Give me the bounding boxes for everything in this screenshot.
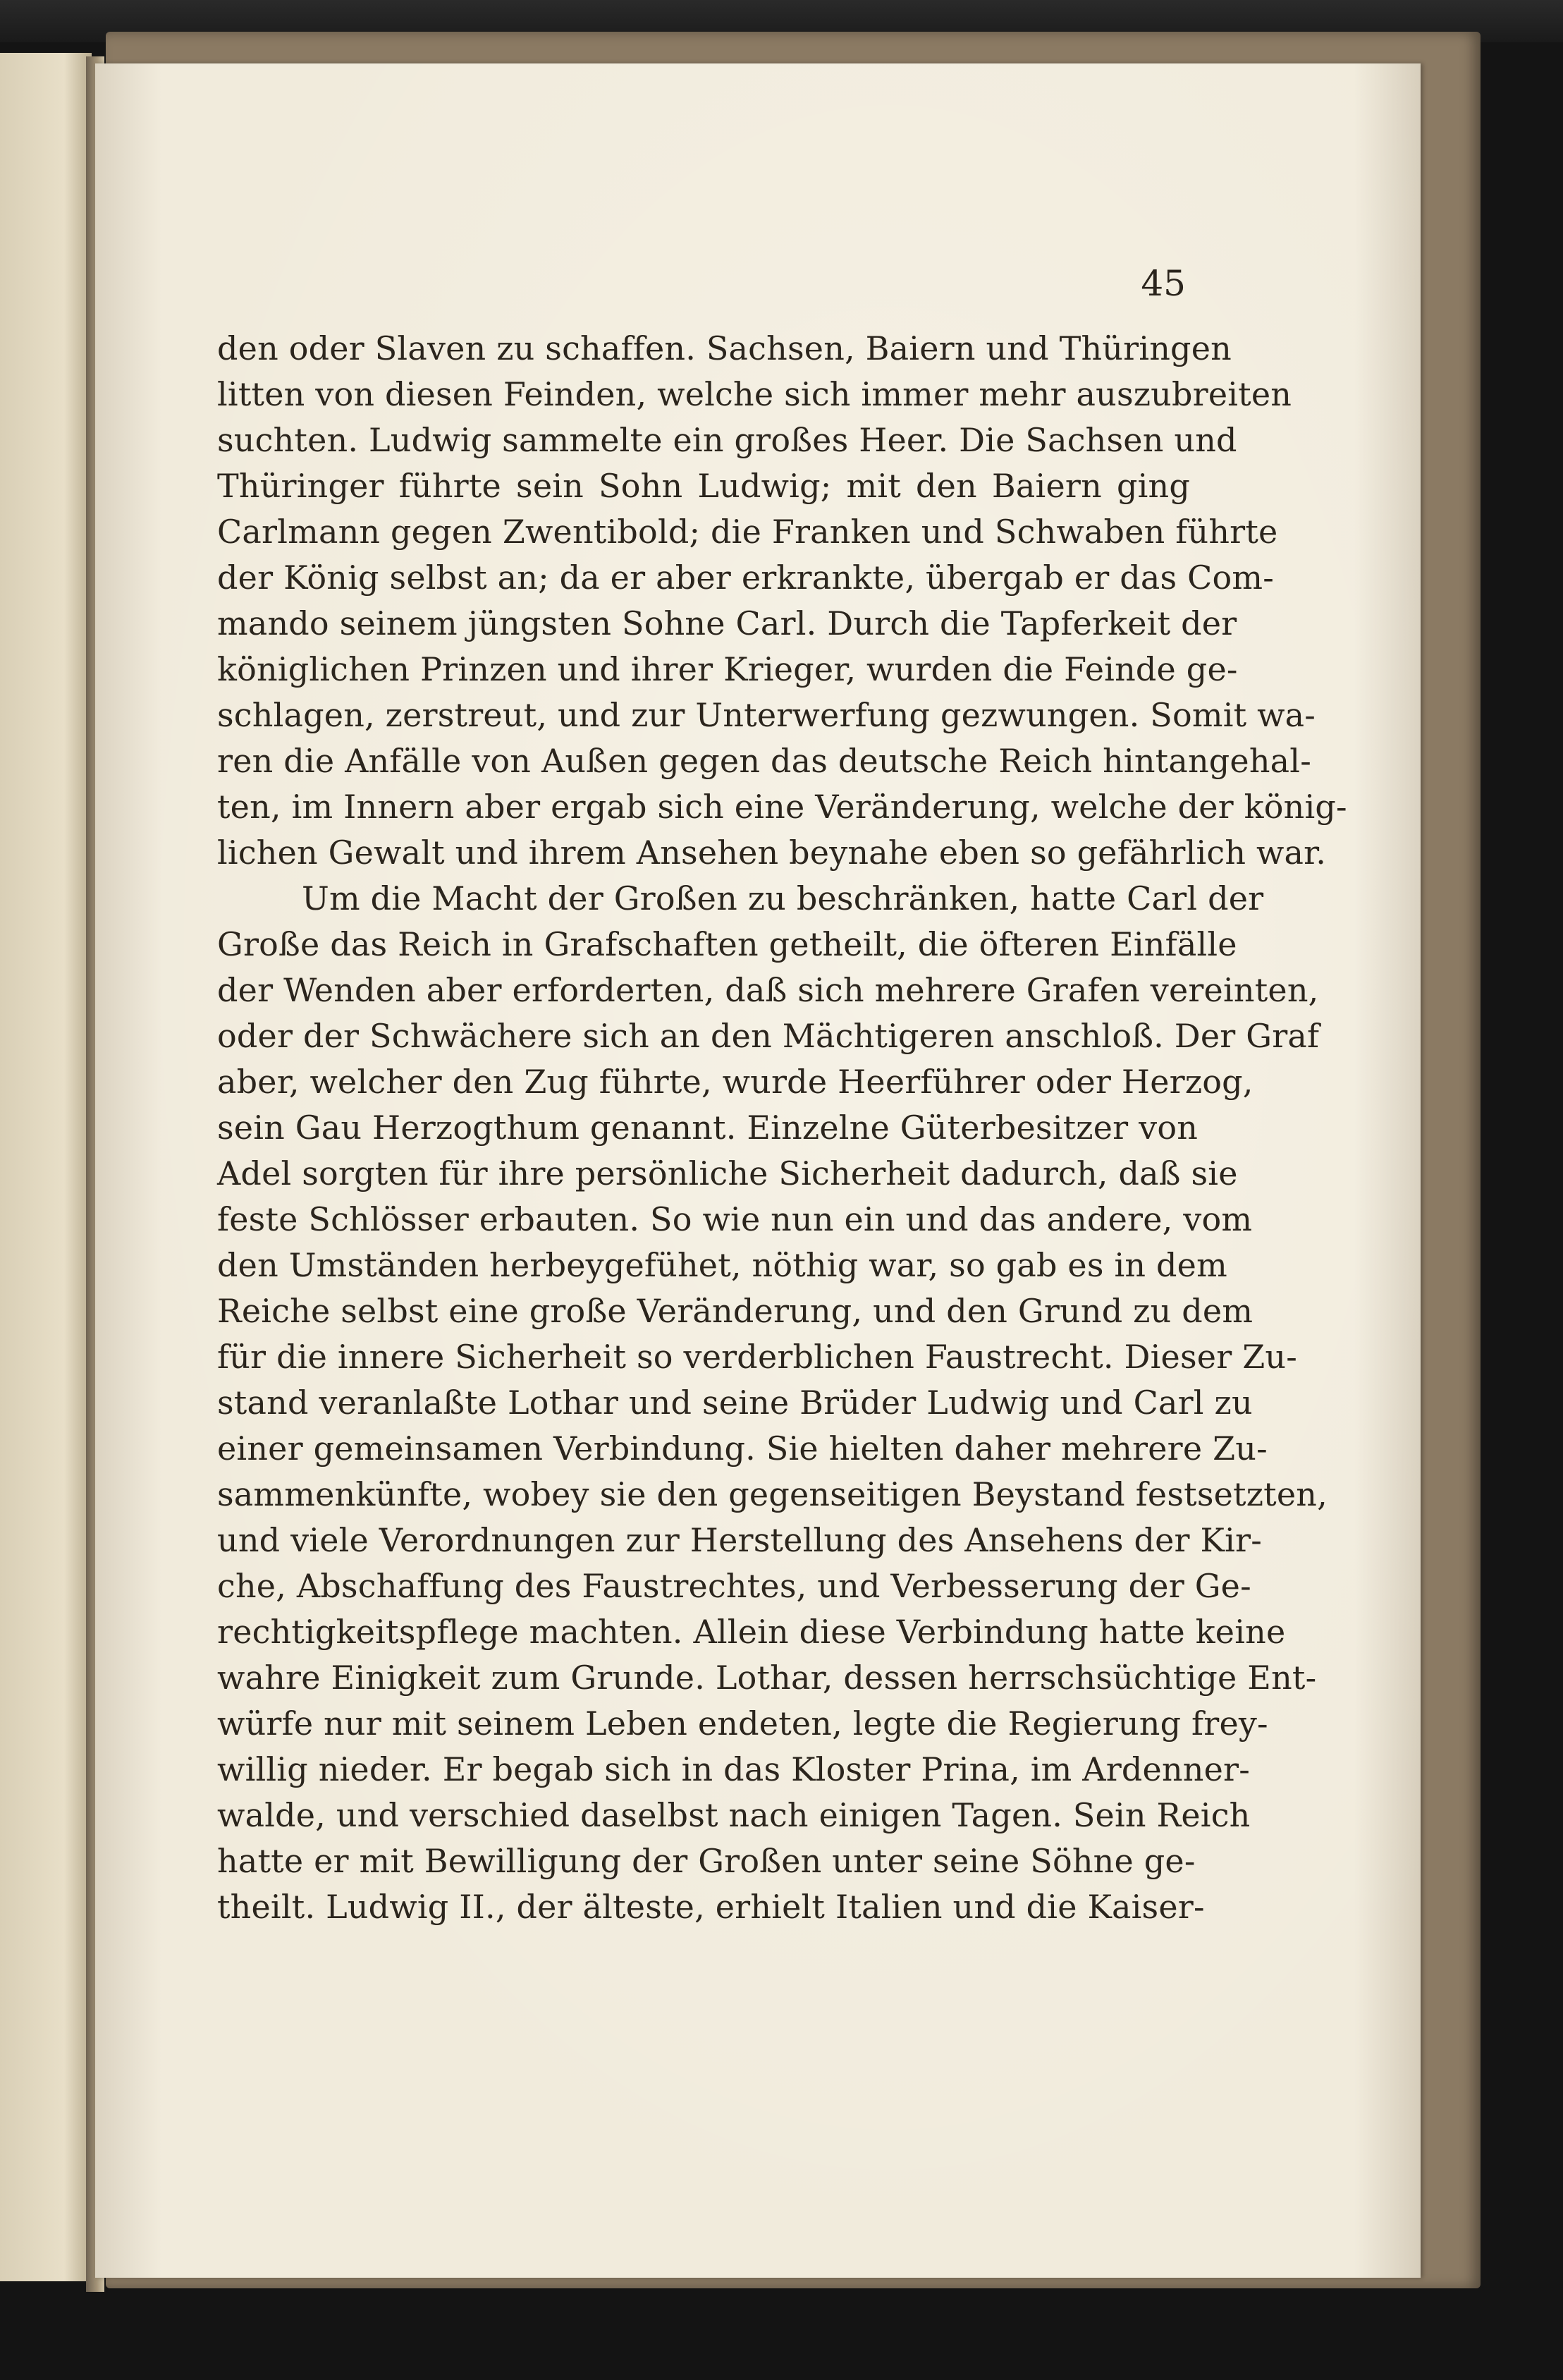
text-line: suchten. Ludwig sammelte ein großes Heer. Die Sachsen und [217,421,1237,459]
text-line: für die innere Sicherheit so verderblichen Faustrecht. Dieser Zu- [217,1338,1297,1376]
text-line: aber, welcher den Zug führte, wurde Heerführer oder Herzog, [217,1063,1254,1101]
text-line: wahre Einigkeit zum Grunde. Lothar, dessen herrschsüchtige Ent- [217,1659,1317,1697]
text-line: hatte er mit Bewilligung der Großen unter seine Söhne ge- [217,1842,1196,1880]
text-line: sein Gau Herzogthum genannt. Einzelne Güterbesitzer von [217,1109,1199,1147]
left-page-edge [0,53,92,2281]
text-line: litten von diesen Feinden, welche sich immer mehr auszubreiten [217,375,1292,413]
text-line: der König selbst an; da er aber erkrankte, übergab er das Com- [217,559,1274,597]
text-line: Carlmann gegen Zwentibold; die Franken und Schwaben führte [217,513,1278,551]
text-line: Reiche selbst eine große Veränderung, und den Grund zu dem [217,1292,1254,1330]
text-line: schlagen, zerstreut, und zur Unterwerfung gezwungen. Somit wa- [217,696,1316,734]
text-line: ten, im Innern aber ergab sich eine Veränderung, welche der könig- [217,788,1347,826]
text-line: feste Schlösser erbauten. So wie nun ein und das andere, vom [217,1200,1253,1238]
text-line: mando seinem jüngsten Sohne Carl. Durch die Tapferkeit der [217,604,1237,642]
text-line: einer gemeinsamen Verbindung. Sie hielten daher mehrere Zu- [217,1429,1268,1467]
text-line: oder der Schwächere sich an den Mächtigeren anschloß. Der Graf [217,1017,1320,1055]
text-line: Adel sorgten für ihre persönliche Sicherheit dadurch, daß sie [217,1154,1238,1192]
text-line: sammenkünfte, wobey sie den gegenseitigen Beystand festsetzten, [217,1475,1328,1513]
text-line: den Umständen herbeygefühet, nöthig war, so gab es in dem [217,1246,1227,1284]
text-line: würfe nur mit seinem Leben endeten, legte die Regierung frey- [217,1704,1268,1743]
text-line: ren die Anfälle von Außen gegen das deutsche Reich hintangehal- [217,742,1311,780]
text-line: walde, und verschied daselbst nach einigen Tagen. Sein Reich [217,1796,1251,1834]
text-line: willig nieder. Er begab sich in das Kloster Prina, im Ardenner- [217,1750,1250,1788]
paragraph-start-line: Um die Macht der Großen zu beschränken, hatte Carl der [302,879,1264,917]
text-line: und viele Verordnungen zur Herstellung des Ansehens der Kir- [217,1521,1262,1559]
page-text-block [217,326,1347,1930]
text-line: königlichen Prinzen und ihrer Krieger, wurden die Feinde ge- [217,650,1238,688]
text-line: der Wenden aber erforderten, daß sich mehrere Grafen vereinten, [217,971,1319,1009]
text-line: Große das Reich in Grafschaften getheilt, die öfteren Einfälle [217,925,1237,963]
text-line: theilt. Ludwig II., der älteste, erhielt Italien und die Kaiser- [217,1888,1205,1926]
text-line: den oder Slaven zu schaffen. Sachsen, Baiern und Thüringen [217,329,1232,367]
page-number: 45 [1141,263,1186,304]
text-line: rechtigkeitspflege machten. Allein diese Verbindung hatte keine [217,1613,1286,1651]
text-line: Thüringer führte sein Sohn Ludwig; mit den Baiern ging [217,467,1190,505]
text-line: stand veranlaßte Lothar und seine Brüder Ludwig und Carl zu [217,1384,1253,1422]
text-line: che, Abschaffung des Faustrechtes, und Verbesserung der Ge- [217,1567,1251,1605]
text-line: lichen Gewalt und ihrem Ansehen beynahe eben so gefährlich war. [217,834,1327,872]
